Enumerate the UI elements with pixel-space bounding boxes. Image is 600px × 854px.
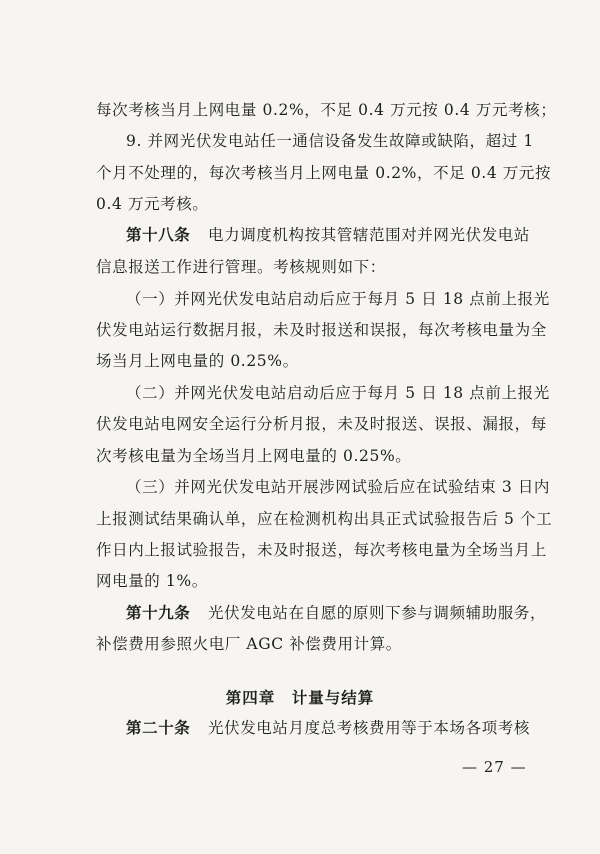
text-line: 电力调度机构按其管辖范围对并网光伏发电站 (208, 226, 531, 244)
text-line: 光伏发电站在自愿的原则下参与调频辅助服务， (208, 604, 547, 622)
text-line: （一）并网光伏发电站启动后应于每月 5 日 18 点前上报光 (126, 290, 550, 308)
text-line: 每次考核当月上网电量 0.2%，不足 0.4 万元按 0.4 万元考核； (96, 101, 557, 119)
text-line: 伏发电站运行数据月报，未及时报送和误报，每次考核电量为全 (96, 321, 547, 339)
article-heading: 第二十条 (126, 718, 191, 737)
text-line: 信息报送工作进行管理。考核规则如下： (96, 258, 386, 276)
text-line: 上报测试结果确认单，应在检测机构出具正式试验报告后 5 个工 (96, 510, 553, 528)
text-line: 0.4 万元考核。 (96, 195, 209, 213)
text-line: 场当月上网电量的 0.25%。 (96, 352, 299, 370)
article-heading: 第十九条 (126, 603, 191, 622)
text-line: 9. 并网光伏发电站任一通信设备发生故障或缺陷，超过 1 (126, 132, 534, 150)
text-line: 个月不处理的，每次考核当月上网电量 0.2%，不足 0.4 万元按 (96, 164, 552, 182)
text-line: 作日内上报试验报告，未及时报送，每次考核电量为全场当月上 (96, 541, 547, 559)
chapter-heading: 第四章 计量与结算 (225, 688, 375, 707)
text-line: 补偿费用参照火电厂 AGC 补偿费用计算。 (96, 635, 402, 653)
article-heading: 第十八条 (126, 225, 191, 244)
text-line: （二）并网光伏发电站启动后应于每月 5 日 18 点前上报光 (126, 384, 550, 402)
text-line: 光伏发电站月度总考核费用等于本场各项考核 (208, 719, 531, 737)
text-line: （三）并网光伏发电站开展涉网试验后应在试验结束 3 日内 (126, 478, 551, 496)
text-line: 次考核电量为全场当月上网电量的 0.25%。 (96, 447, 412, 465)
text-line: 网电量的 1%。 (96, 572, 208, 590)
text-line: 伏发电站电网安全运行分析月报，未及时报送、误报、漏报，每 (96, 415, 547, 433)
page-number: — 27 — (462, 758, 527, 776)
